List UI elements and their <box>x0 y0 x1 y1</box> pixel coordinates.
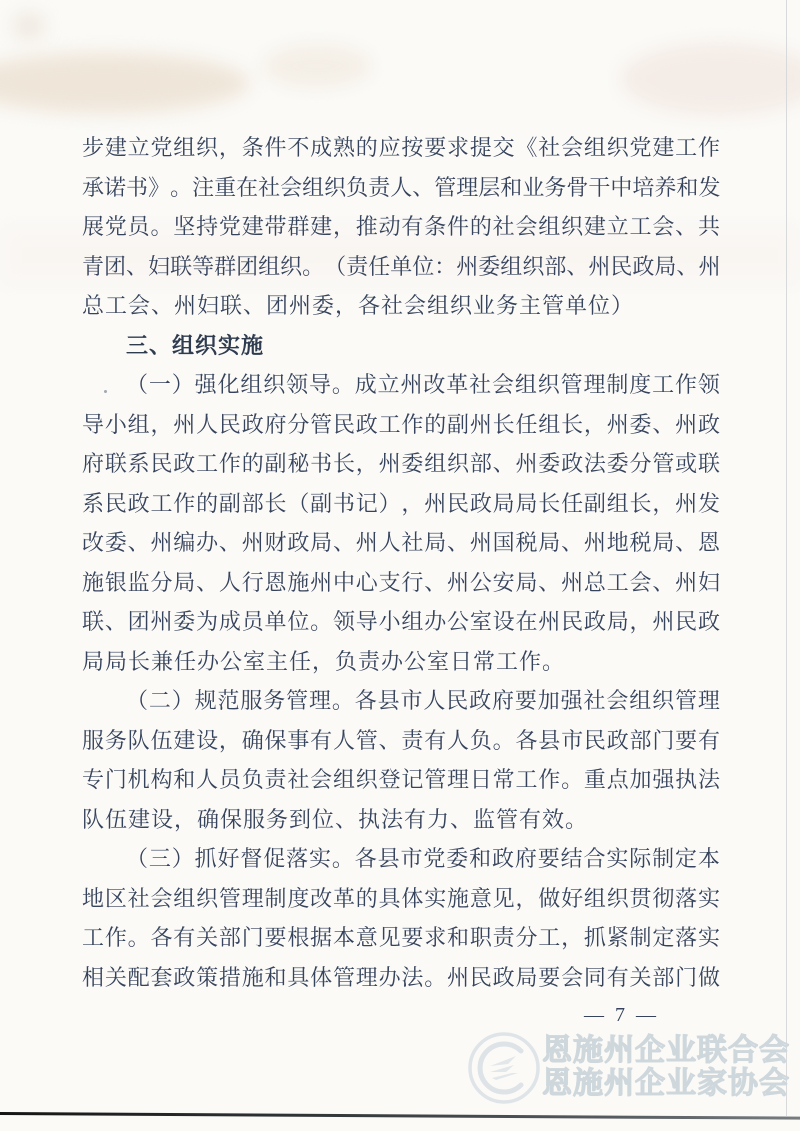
text-line: 青 团 、 妇 联 等 群 团 组 织 。 （ 责 任 单 位 ： 州 委 组 织 部 、 州 民 政 局 、 州 <box>82 253 721 279</box>
page-number: — 7 — <box>584 1004 659 1026</box>
scan-smudge <box>12 12 46 40</box>
text-line: 联 、 团 州 委 为 成 员 单 位 。 领 导 小 组 办 公 室 设 在 州 民 政 局 ， 州 民 政 <box>82 609 720 634</box>
text-line: 地 区 社 会 组 织 管 理 制 度 改 革 的 具 体 实 施 意 见 ， 做 好 组 织 贯 彻 落 实 <box>82 885 720 911</box>
watermark-org-line1: 恩施州企业联合会 <box>542 1034 790 1067</box>
text-line: 系 民 政 工 作 的 副 部 长 （ 副 书 记 ） ， 州 民 政 局 局 长 任 副 组 长 ， 州 发 <box>82 490 720 516</box>
watermark-org-line2: 恩施州企业家协会 <box>542 1067 790 1100</box>
section-heading: 三、组织实施 <box>126 332 265 358</box>
text-line: 步 建 立 党 组 织 ， 条 件 不 成 熟 的 应 按 要 求 提 交 《 社 会 组 织 党 建 工 作 <box>82 135 720 160</box>
text-line: （ 三 ） 抓 好 督 促 落 实 。 各 县 市 党 委 和 政 府 要 结 合 实 际 制 定 本 <box>126 846 720 871</box>
text-line: 工 作 。 各 有 关 部 门 要 根 据 本 意 见 要 求 和 职 责 分 工 ， 抓 紧 制 定 落 实 <box>82 925 720 950</box>
watermark <box>466 1028 796 1114</box>
text-line: 专 门 机 构 和 人 员 负 责 社 会 组 织 登 记 管 理 日 常 工 作 。 重 点 加 强 执 法 <box>82 767 720 792</box>
text-line: 导 小 组 ， 州 人 民 政 府 分 管 民 政 工 作 的 副 州 长 任 组 长 ， 州 委 、 州 政 <box>82 411 720 437</box>
text-line: 局局长兼任办公室主任，负责办公室日常工作。 <box>82 648 566 674</box>
association-logo-icon <box>466 1030 542 1106</box>
text-line: 改 委 、 州 编 办 、 州 财 政 局 、 州 人 社 局 、 州 国 税 局 、 州 地 税 局 、 恩 <box>82 530 720 555</box>
text-line: 府 联 系 民 政 工 作 的 副 秘 书 长 ， 州 委 组 织 部 、 州 委 政 法 委 分 管 或 联 <box>82 451 720 476</box>
text-line: 队伍建设，确保服务到位、执法有力、监管有效。 <box>82 806 589 832</box>
text-line: （ 二 ） 规 范 服 务 管 理 。 各 县 市 人 民 政 府 要 加 强 社 会 组 织 管 理 <box>126 688 720 713</box>
text-line: （ 一 ） 强 化 组 织 领 导 。 成 立 州 改 革 社 会 组 织 管 理 制 度 工 作 领 <box>126 372 720 397</box>
scan-smudge <box>262 44 372 88</box>
text-line: 展 党 员 。 坚 持 党 建 带 群 建 ， 推 动 有 条 件 的 社 会 组 织 建 立 工 会 、 共 <box>82 214 720 239</box>
text-line: 承 诺 书 》 。 注 重 在 社 会 组 织 负 责 人 、 管 理 层 和 业 务 骨 干 中 培 养 和 发 <box>82 174 721 200</box>
text-line: 服 务 队 伍 建 设 ， 确 保 事 有 人 管 、 责 有 人 负 。 各 县 市 民 政 部 门 要 有 <box>82 727 720 753</box>
text-line: 施 银 监 分 局 、 人 行 恩 施 州 中 心 支 行 、 州 公 安 局 、 州 总 工 会 、 州 妇 <box>82 569 720 595</box>
scan-smudge <box>0 52 250 114</box>
watermark-text <box>542 1034 790 1100</box>
scan-fold-line <box>786 0 787 1116</box>
text-line: 相 关 配 套 政 策 措 施 和 具 体 管 理 办 法 。 州 民 政 局 要 会 同 有 关 部 门 做 <box>82 964 720 990</box>
scan-smudge <box>620 42 800 116</box>
text-line: 总工会、州妇联、团州委，各社会组织业务主管单位） <box>82 293 635 318</box>
document-text-block <box>82 128 720 997</box>
